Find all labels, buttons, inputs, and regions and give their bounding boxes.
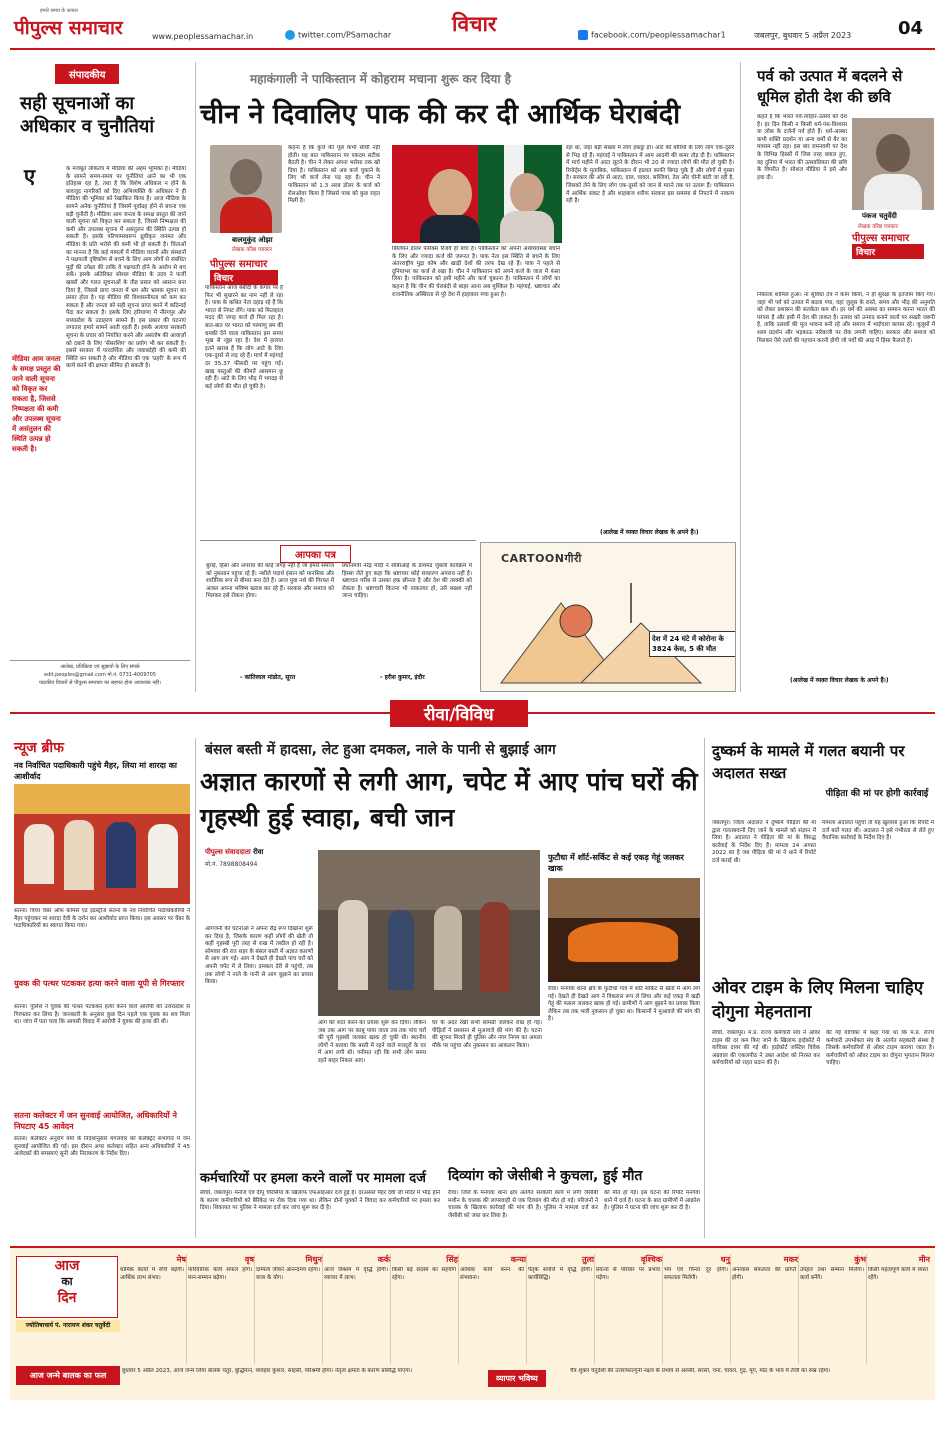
lead-col4: रहा था, जहां बड़ी संख्या में लोग इकट्ठा हो। आटे की बोरियों के लिए लोग एक-दूसरे से भिड़ रहे हैं। महंगाई ने पाकिस्तान में आम आदमी की कमर तोड़ दी है। पाकिस्तान में मार्च महीने में आटा लूटने के दौरान भी 20 से ज्यादा लोगों की मौत हो चुकी है। रिपोर्ट्स के मुताबिक, पाकिस्तान में हालात काफी बिगड़ चुके हैं और लोगों में गुस्सा है। सरकार की ओर से आटा, दाल, चावल, सब्जियां, तेल और चीनी बांटी जा रही है, जिसको लेने के लिए लोग एक-दूसरे को जान से मारने तक पर उतारू हैं। पाकिस्तान में आर्थिक संकट है और शाहबाज शरीफ सरकार इस समस्या से निपटने में नाकाम रही है। [566, 145, 734, 205]
lead-footnote: (आलेख में व्यक्त विचार लेखक के अपने हैं।) [600, 529, 699, 536]
horoscope-bottom-label: आज जन्मे बालक का फल [16, 1366, 120, 1385]
sign-text: धार्मिक कार्यों में रुचि बढ़ेगी। आर्थिक लाभ संभव। [120, 1267, 184, 1281]
right-body1: कहते हैं कि भारत पर्व-त्योहार-उत्सव को देश है। हर दिन किसी न किसी धर्म-पंथ-विश्वास या लोक के दर्जनों पर्व होते हैं। धर्म-आस्था कभी शक्ति प्रदर्शन या अन्य धर्मों से बैर का माध्यम नहीं रहा। इस बार रामनवमी पर देश के विभिन्न हिस्सों में जिस तरह बवाल हुए, वह दुनिया में भारत की उत्सवप्रियता की छवि के विपरीत है। सोशल मीडिया ने इसे और हवा दी। [757, 114, 847, 181]
sign-text: आज विश्राम में वृद्धि होगी। व्यापार में लाभ। [324, 1267, 388, 1281]
editorial-footer-1: आलेख, प्रतिक्रिया एवं सुझावों के लिए संपर्क [60, 664, 140, 670]
horoscope-title-box [16, 1256, 118, 1318]
fire-kicker: बंसल बस्ती में हादसा, लेट हुआ दमकल, नाले के पानी से बुझाई आग [205, 742, 556, 758]
section2-bar [10, 698, 935, 728]
horoscope-footer: बुधवार 5 अप्रैल 2023, आज जन्म लिया बालक चतुर, बुद्धिमान, व्यवहार कुशल, साहसी, परिश्रमी होगा। नेतृत्व क्षमता के कारण प्रसिद्धि पाएगा। [122, 1368, 412, 1374]
editorial-pullquote: मीडिया आम जनता के समक्ष प्रस्तुत की जाने वाली सूचना को विकृत कर सकता है, जिससे निष्पक्षता की कमी और उपलब्ध सूचना में असंतुलन की स्थिति उत्पन्न हो सकती है। [12, 355, 61, 453]
editorial-footer-3: पाठकीय विचारों से पीपुल्स समाचार का सहमत होना आवश्यक नहीं। [39, 680, 161, 686]
brief2-body: सतना। पुलिस ने युवक की पत्थर पटककर हत्या करने वाले आरोपी को उत्तरप्रदेश से गिरफ्तार कर लिया है। जानकारी के अनुसार कुछ दिन पहले एक युवक का शव मिला था। जांच में पता चला कि आपसी विवाद में आरोपी ने युवक की हत्या की थी। [14, 1004, 190, 1026]
sign-text: भय एवं चिन्ता दूर होगी। सफलता मिलेगी। [664, 1267, 728, 1281]
masthead [0, 0, 945, 60]
brand-logo: पीपुल्स समाचार [14, 17, 123, 39]
jcb-body2: की मौत हो गई। इस घटना की रिपोर्ट मनगवां थाने में दर्ज है। घटना के बाद ग्रामीणों में आक्रोश है। पुलिस ने घटना की जांच शुरू कर दी है। [604, 1190, 700, 1212]
right-author-name: पंकज चतुर्वेदी [862, 212, 897, 220]
sign-cell [528, 1254, 595, 1364]
horoscope-strip [10, 1246, 935, 1400]
sign-name: मकर [783, 1255, 798, 1264]
sign-text: दाम्पत्य जीवन आनन्दमय रहेगा। यात्रा के योग। [256, 1267, 320, 1281]
facebook-link[interactable] [578, 30, 726, 40]
editorial-footer-2: edit.peoples@gmail.com मो.नं. 0731-4009705 [43, 672, 157, 678]
sign-name: मेष [176, 1255, 186, 1264]
lead-headline: चीन ने दिवालिए पाक की कर दी आर्थिक घेराबंदी [200, 99, 681, 130]
sign-cell [732, 1254, 799, 1364]
website-text: www.peoplessamachar.in [152, 32, 254, 41]
fire-body2: आग को शांत करने का प्रयास शुरू कर दिया। लेकिन जब तक आग पर काबू पाया जाता तब तक पांच घरों की पूरी गृहस्थी जलकर खाक हो चुकी थी। स्थानीय लोगों ने बताया कि बस्ती में रहने वाले मजदूरों के घर में आग लगी थी। गनीमत रही कि सभी लोग समय रहते बाहर निकल आए। [318, 1020, 426, 1064]
cartoon-caption: देश में 24 घंटे में कोरोना के 3824 केस, 5 की मौत [649, 631, 736, 657]
sign-text: किसी बड़े सदस्य का सहयोग रहेगा। [392, 1267, 456, 1281]
sign-name: तुला [581, 1255, 594, 1264]
fire-headline: अज्ञात कारणों से लगी आग, चपेट में आए पांच घरों की गृहस्थी हुई स्वाहा, बची जान [200, 767, 698, 832]
section2-title: रीवा/विविध [390, 700, 528, 727]
horoscope-title-1: आज [54, 1258, 80, 1274]
brief1-photo [14, 784, 190, 904]
fire-side-body: रीवा। मनगवां थाना क्षेत्र के फुटौधा गांव में शॉर्ट सर्किट से खेतों में आग लग गई। देखते ही देखते आग ने विकराल रूप ले लिया और कई एकड़ में खड़ी गेहूं की फसल जलकर खाक हो गई। ग्रामीणों ने आग बुझाने का प्रयास किया लेकिन तब तक भारी नुकसान हो चुका था। किसानों ने मुआवजे की मांग की है। [548, 986, 700, 1023]
fire-body1: आगजनी की घटनाओं ने अपना रौद्र रूप दिखाना शुरू कर दिया है, जिसके कारण कहीं लोगों की खेती तो कहीं गृहस्थी पूरी तरह से राख में तब्दील हो रही है। सोमवार की रात शहर के बंसल बस्ती में अज्ञात कारणों से आग लग गई। आग ने देखते ही देखते पांच घरों को अपनी चपेट में ले लिया। दमकल देरी से पहुंची, तब तक लोगों ने नाले के पानी से आग बुझाने का प्रयास किया। [205, 926, 313, 986]
court-body2: मामला अदालत पहुंचा तो यह खुलासा हुआ कि रिपोर्ट में दर्ज बातें गलत थीं। अदालत ने इसे गंभीरता से लेते हुए वैधानिक कार्रवाई के निर्देश दिए हैं। [822, 820, 934, 842]
twitter-link[interactable] [285, 30, 391, 40]
letters-col1: बुराई, हिंसा और अपराध की कोई जगह नहीं है जो हमारे समाज को नुकसान पहुंचा रहे हैं। नशीले पदार्थ इंसान को मानसिक और शारीरिक रूप से बीमार बना देते हैं। आज युवा नशे की गिरफ्त में आकर अपना भविष्य खराब कर रहे हैं। सरकार और समाज को मिलकर इसे रोकना होगा। [206, 563, 334, 600]
brief1-body: सतना। विंध्य चेंबर ऑफ कॉमर्स एंड इंडस्ट्रीज सतना के नव निर्वाचित पदाधिकारियों ने मैहर पहुंचकर मां शारदा देवी के दर्शन कर आशीर्वाद प्राप्त किया। इस अवसर पर चेंबर के पदाधिकारियों का स्वागत किया गया। [14, 908, 190, 930]
fire-side-kicker: फुटौधा में शॉर्ट-सर्किट से कई एकड़ गेहूं जलकर खाक [548, 853, 684, 873]
right-author-role: लेखक वरिष्ठ पत्रकार [858, 224, 898, 230]
sign-cell [324, 1254, 391, 1364]
lead-col2: कहना है कि कुत्ते की पूंछ कभी सीधी नहीं होती। यह बात पाकिस्तान पर एकदम सटीक बैठती है। चीन ने लेकर अपना भरोसा तक खो दिया है। पाकिस्तान को अब कर्ज चुकाने के लिए भी कर्ज लेना पड़ रहा है। चीन ने पाकिस्तान को 1.3 अरब डॉलर के कर्ज को रोलओवर किया है जिससे पाक को कुछ राहत मिली है। [288, 145, 380, 205]
sign-text: प्रयत्नों से परिवार पर प्रभाव पड़ेगा। [596, 1267, 660, 1281]
sign-name: मिथुन [305, 1255, 322, 1264]
dateline: जबलपुर, बुधवार 5 अप्रैल 2023 [754, 31, 852, 40]
editorial-title: सही सूचनाओं का अधिकार व चुनौतियां [20, 93, 154, 137]
right-stamp-section: विचार [852, 244, 924, 259]
assault-headline: कर्मचारियों पर हमला करने वालों पर मामला दर्ज [200, 1171, 426, 1186]
sign-text: पारिवारिक कार्य सफल होंगे। मान-सम्मान बढ़ेगा। [188, 1267, 252, 1281]
letters-author1: - कांतिलाल मांडोत, सूरत [240, 674, 296, 681]
sign-cell [120, 1254, 187, 1364]
horoscope-pandit: ज्योतिषाचार्य पं. नारायण शंकर चतुर्वेदी [16, 1320, 120, 1332]
brief2-title: युवक की पत्थर पटककर हत्या करने वाला यूपी से गिरफ्तार [14, 979, 185, 988]
sign-text: आर्थिक कार्य बनने की संभावना। [460, 1267, 524, 1281]
masthead-tagline: हमारे समय के सवाल [40, 8, 78, 14]
fire-byline-name: पीपुल्स संवाददाता [205, 848, 251, 856]
sign-name: वृश्चिक [640, 1255, 662, 1264]
section-title: विचार [452, 12, 497, 36]
lead-col1: पाकिस्तान आज बर्बादी के कगार पर है फिर भी सुधारने का नाम नहीं ले रहा है। पाक के कथित नेता दहाड़ रहे हैं कि भारत से निपट लेंगे। पाक को फिलहाल मदद की जगह कर्ज ही मिल रहा है। बात-बात पर भारत को परमाणु बम की धमकी देने वाला पाकिस्तान इस समय भूख से जूझ रहा है। देश में हालात इतने खराब हैं कि लोग आटे के लिए एक-दूसरे से लड़ रहे हैं। मार्च में महंगाई दर 35.37 फीसदी पर पहुंच गई। खाद्य वस्तुओं की कीमतें आसमान छू रही हैं। आटे के लिए भीड़ में भगदड़ से कई लोगों की मौत हो चुकी है। [205, 285, 283, 390]
court-icon [712, 786, 812, 816]
author-role: लेखक वरिष्ठ पत्रकार [232, 247, 272, 253]
court-headline: दुष्कर्म के मामले में गलत बयानी पर अदालत सख्त [712, 742, 905, 782]
brief3-body: सतना। कलेक्टर अनुराग वर्मा के निर्देशानुसार मंगलवार को कलेक्ट्रेट सभागार में जन सुनवाई आयोजित की गई। इस दौरान अपर कलेक्टर सहित अन्य अधिकारियों ने 45 आवेदकों की समस्याएं सुनीं और निराकरण के निर्देश दिए। [14, 1136, 190, 1158]
sign-text: पैतृक संपत्ति में वृद्धि होगी। कार्यसिद्धि। [528, 1267, 592, 1281]
right-body2: निकाला शामिल हुआ। ना सुविधा तंत्र ने काम किया, न ही सुरक्षा के इंतजाम किए गए। जहां भी पर्व को उत्पात में बदला गया, वहां जुलूस के रास्ते, समय और भीड़ की अनुमति को लेकर प्रशासन की सतर्कता कम थी। हर धर्म की आस्था का सम्मान करना भारत की परंपरा है और इसी में देश की ताकत है। उत्सव को उन्माद बनाने वालों पर सख्ती जरूरी है, ताकि उत्सवों की मूल भावना बनी रहे और समाज में भाईचारा कायम रहे। जुलूसों में शस्त्र प्रदर्शन और भड़काऊ नारेबाजी पर रोक लगनी चाहिए। सरकार और समाज को मिलकर ऐसे तत्वों की पहचान करनी होगी जो पर्वों की आड़ में हिंसा फैलाते हैं। [757, 292, 935, 344]
sign-name: कुंभ [854, 1255, 866, 1264]
court-body: जबलपुर। जिला अदालत ने दुष्कर्म पीड़िता की मां द्वारा गलतबयानी दिए जाने के मामले को संज्ञान में लिया है। अदालत ने पीड़िता की मां के विरुद्ध कार्रवाई के निर्देश दिए हैं। मामला 24 अगस्त 2022 का है जब पीड़िता की मां ने थाने में रिपोर्ट दर्ज कराई थी। [712, 820, 816, 864]
masthead-rule [10, 48, 935, 50]
overtime-body: सीधी, जबलपुर। म.प्र. राज्य कर्मचारी संघ ने ओवर टाइम की दर कम किए जाने के खिलाफ हाईकोर्ट में याचिका दायर की गई थी। हाईकोर्ट जस्टिस विवेक अग्रवाल की एकलपीठ ने उक्त आदेश को निरस्त कर कर्मचारियों को राहत प्रदान की है। [712, 1030, 820, 1067]
court-subhead: पीड़िता की मां पर होगी कार्रवाई [825, 789, 929, 799]
twitter-text: twitter.com/PSamachar [298, 30, 392, 40]
col-divider-right [740, 62, 741, 692]
right-stamp-brand: पीपुल्स समाचार [852, 233, 910, 244]
cartoon [480, 542, 736, 692]
overtime-headline: ओवर टाइम के लिए मिलना चाहिए दोगुना मेहनताना [712, 978, 924, 1022]
fire-byline-place: रीवा [253, 848, 264, 856]
sign-cell [256, 1254, 323, 1364]
horoscope-title-2: का [61, 1275, 73, 1288]
sign-name: धनु [720, 1255, 730, 1264]
sign-name: कन्या [510, 1255, 526, 1264]
sign-name: सिंह [446, 1255, 458, 1264]
sign-grid [120, 1254, 930, 1364]
facebook-icon [578, 30, 588, 40]
letters-title: आपका पत्र [280, 545, 351, 563]
market-label: व्यापार भविष्य [488, 1370, 546, 1387]
news-brief-label: न्यूज ब्रीफ [14, 740, 64, 756]
right-author-photo [852, 118, 934, 210]
editorial [10, 62, 190, 694]
right-stamp [852, 230, 936, 259]
overtime-body2: की गई याचिका में कहा गया था कि म.प्र. राज्य कर्मचारी उपभोक्ता संघ के अंतर्गत सहकारी संस्था है जिसके कर्मचारियों से ओवर टाइम कराया जाता है। कर्मचारियों को ओवर टाइम का दोगुना भुगतान मिलना चाहिए। [826, 1030, 934, 1067]
page-number: 04 [898, 18, 924, 39]
twitter-icon [285, 30, 295, 40]
brief1-title: नव निर्वाचित पदाधिकारी पहुंचे मैहर, लिया मां शारदा का आशीर्वाद [14, 761, 177, 781]
field-fire-photo [548, 878, 700, 982]
sign-name: वृष [244, 1255, 254, 1264]
sign-cell [460, 1254, 527, 1364]
stamp-section: विचार [210, 270, 278, 285]
editorial-label: संपादकीय [55, 64, 119, 84]
assault-body: सीधी, जबलपुर। मनोज एवं दीपू चौरसिया के खिलाफ एफआईआर दर्ज हुई है। दरअसल मैहर देवी जी मंदिर में भीड़ होने के कारण कर्मचारियों को बैरिकेड पर रोक दिया गया था। लेकिन दोनों युवकों ने विवाद कर कर्मचारियों पर हमला कर दिया। शिकायत पर पुलिस ने मामला दर्ज कर जांच शुरू कर दी है। [200, 1190, 440, 1212]
right-footnote: (आलेख में व्यक्त विचार लेखक के अपने हैं।) [790, 677, 889, 684]
sign-cell [392, 1254, 459, 1364]
letters-author2: - हरीश कुमार, इंदौर [380, 674, 425, 681]
website-link[interactable] [152, 32, 253, 41]
lead-photo [392, 145, 562, 243]
stamp [210, 256, 290, 285]
sign-text: अनायास सफलता की प्राप्ति होगी। [732, 1267, 796, 1281]
col-divider-2 [195, 738, 196, 1238]
fire-contact: मो.नं. 7898808494 [205, 861, 258, 868]
right-headline: पर्व को उत्पात में बदलने से धूमिल होती देश की छवि [757, 67, 903, 106]
editorial-body: क मजबूत लोकतंत्र में मीडिया की अहम भूमिका है। मीडिया के सामने समय-समय पर चुनौतियां आने का भी एक इतिहास रहा है, तथा है कि विशेष अधिकार न होने के बावजूद नागरिकों को दिए अभिव्यक्ति के अधिकार ने ही मीडिया की भूमिका को रेखांकित किया है। आज मीडिया के सामने अनेक चुनौतियां हैं जिसमें पूर्वाग्रह होने से बचना एक बड़ी चुनौती है। मीडिया आम जनता के समक्ष प्रस्तुत की जाने वाली सूचना को विकृत कर सकता है, जिससे निष्पक्षता की कमी और उपलब्ध सूचना में असंतुलन की स्थिति उत्पन्न हो सकती है। इसके परिणामस्वरूप ध्रुवीकृत जनमत और मीडिया के प्रति भरोसे की कमी भी हो सकती है। चिंताओं का मानना है कि कई मामलों में मीडिया घरानों और संस्थानों ने पक्षपाती दृष्टिकोण से बचने के लिए आम लोगों से संबंधित मुद्दों की उपेक्षा की ताकि वे पक्षपाती होने के आरोप से बच सकें। इसके अतिरिक्त सोशल मीडिया के उदय ने फर्जी खबरों और गलत सूचनाओं के तीव्र प्रसार को आसान बना दिया है, जिससे प्रायः जनता में भ्रम और भ्रामक सूचना का प्रसार होता है। यह मीडिया की विश्वसनीयता को कम कर सकता है और जनता को सही सूचना प्राप्त करने में कठिनाई पैदा कर सकता है। इसके लिए हरियाणा में नौरंगपुर और मध्यप्रदेश के उदाहरण सामने हैं। इस प्रकार की घटनाएं लगातार हमारे सामने आती रहती हैं। इसके अलावा सरकारी सूचना के प्रचार को नियंत्रित करने और असंतोष की आवाज़ों को दबाने के लिए 'सेंसरशिप' का प्रयोग भी कर सकती है। इससे सरकार में पारदर्शिता और जवाबदेही की कमी की स्थिति बन सकती है और मीडिया की एक 'प्रहरी' के रूप में कार्य करने की क्षमता सीमित हो सकती है। [66, 166, 186, 370]
brief3-title: सतना कलेक्टर में जन सुनवाई आयोजित, अधिकारियों ने निपटाए 45 आवेदन [14, 1111, 177, 1131]
letters-box [200, 540, 476, 691]
sign-cell [596, 1254, 663, 1364]
sign-text: उपहार तथा सम्मान मिलेगा। कार्य बनेंगे। [800, 1267, 864, 1281]
lead-col3: बिलियन डॉलर फॉरेक्स रिजर्व ही बचा है। पाकिस्तान को अपनी अर्थव्यवस्था बचाने के लिए और ज्यादा कर्ज की जरूरत है। पाक नेता इस स्थिति से बचने के लिए अंतरराष्ट्रीय मुद्रा कोष और खाड़ी देशों की तरफ देख रहे हैं। पाक ने पहले से दुनियाभर का कर्ज ले रखा है। चीन ने पाकिस्तान को अपने कर्ज के जाल में फंसा लिया है। पाकिस्तान को इसी महीने और कर्ज चुकाना है। पाकिस्तान में लोगों का कहना है कि चीन की घेराबंदी से बाहर आना अब मुश्किल है। महंगाई, भ्रष्टाचार और राजनीतिक अस्थिरता से पूरे देश में हाहाकार मचा हुआ है। [392, 246, 560, 298]
facebook-text: facebook.com/peoplessamachar1 [591, 30, 726, 40]
sign-cell [800, 1254, 867, 1364]
editorial-dropcap: ए [24, 164, 36, 188]
fire-photo [318, 850, 540, 1016]
fire-byline [205, 848, 264, 857]
horoscope-title-3: दिन [57, 1290, 77, 1306]
virus-figure [560, 605, 592, 637]
cartoon-title: CARTOONगीरी [501, 552, 582, 565]
sign-cell [868, 1254, 930, 1364]
jcb-headline: दिव्यांग को जेसीबी ने कुचला, हुई मौत [448, 1168, 643, 1184]
sign-name: मीन [918, 1255, 930, 1264]
stamp-brand: पीपुल्स समाचार [210, 259, 268, 270]
col-divider-3 [704, 738, 705, 1238]
letters-col2: प्रधानमंत्री नरेंद्र मोदी ने सीबीआई के डायमंड जुबली कार्यक्रम में हिस्सा लेते हुए कहा कि भ्रष्टाचार कोई साधारण अपराध नहीं है। भ्रष्टाचार गरीब से उसका हक छीनता है और देश की तरक्की को रोकता है। भ्रष्टाचारी कितना भी ताकतवर हो, उसे बख्शा नहीं जाना चाहिए। [342, 563, 472, 600]
fire-body3: घर के अंदर रखी सभी सामग्री जलकर राख हो गई। पीड़ितों ने प्रशासन से मुआवजे की मांग की है। घटना की सूचना मिलते ही पुलिस और नगर निगम का अमला मौके पर पहुंचा और नुकसान का आकलन किया। [432, 1020, 542, 1049]
editorial-footer [10, 660, 190, 687]
sign-text: किसी महत्वपूर्ण कार्य में व्यस्त रहेंगे। [868, 1267, 928, 1281]
sign-cell [188, 1254, 255, 1364]
author-photo [210, 145, 282, 233]
jcb-body: रीवा। जिले के मनगवां थाना क्षेत्र अंतर्गत सरकारी कार्य में लगी जेसीबी मशीन के चालक की लापरवाही से एक दिव्यांग की मौत हो गई। परिजनों ने चालक के खिलाफ कार्रवाई की मांग की है। पुलिस ने मामला दर्ज कर जेसीबी को जब्त कर लिया है। [448, 1190, 598, 1219]
author-name: बालमुकुंद ओझा [232, 236, 273, 244]
col-divider [195, 62, 196, 692]
lead-kicker: महाकंगाली ने पाकिस्तान में कोहराम मचाना शुरू कर दिया है [250, 72, 512, 86]
cartoon-art [481, 543, 735, 691]
market-text: चैत्र शुक्ल चतुर्दशी की उत्तराफाल्गुनी नक्षत्र के प्रभाव से अलसी, सरसों, चना, चावल, गुड़, मूंग, मोठ के भाव में तेजी का रुख रहेगा। [570, 1368, 831, 1374]
sign-cell [664, 1254, 731, 1364]
sign-name: कर्क [377, 1255, 390, 1264]
